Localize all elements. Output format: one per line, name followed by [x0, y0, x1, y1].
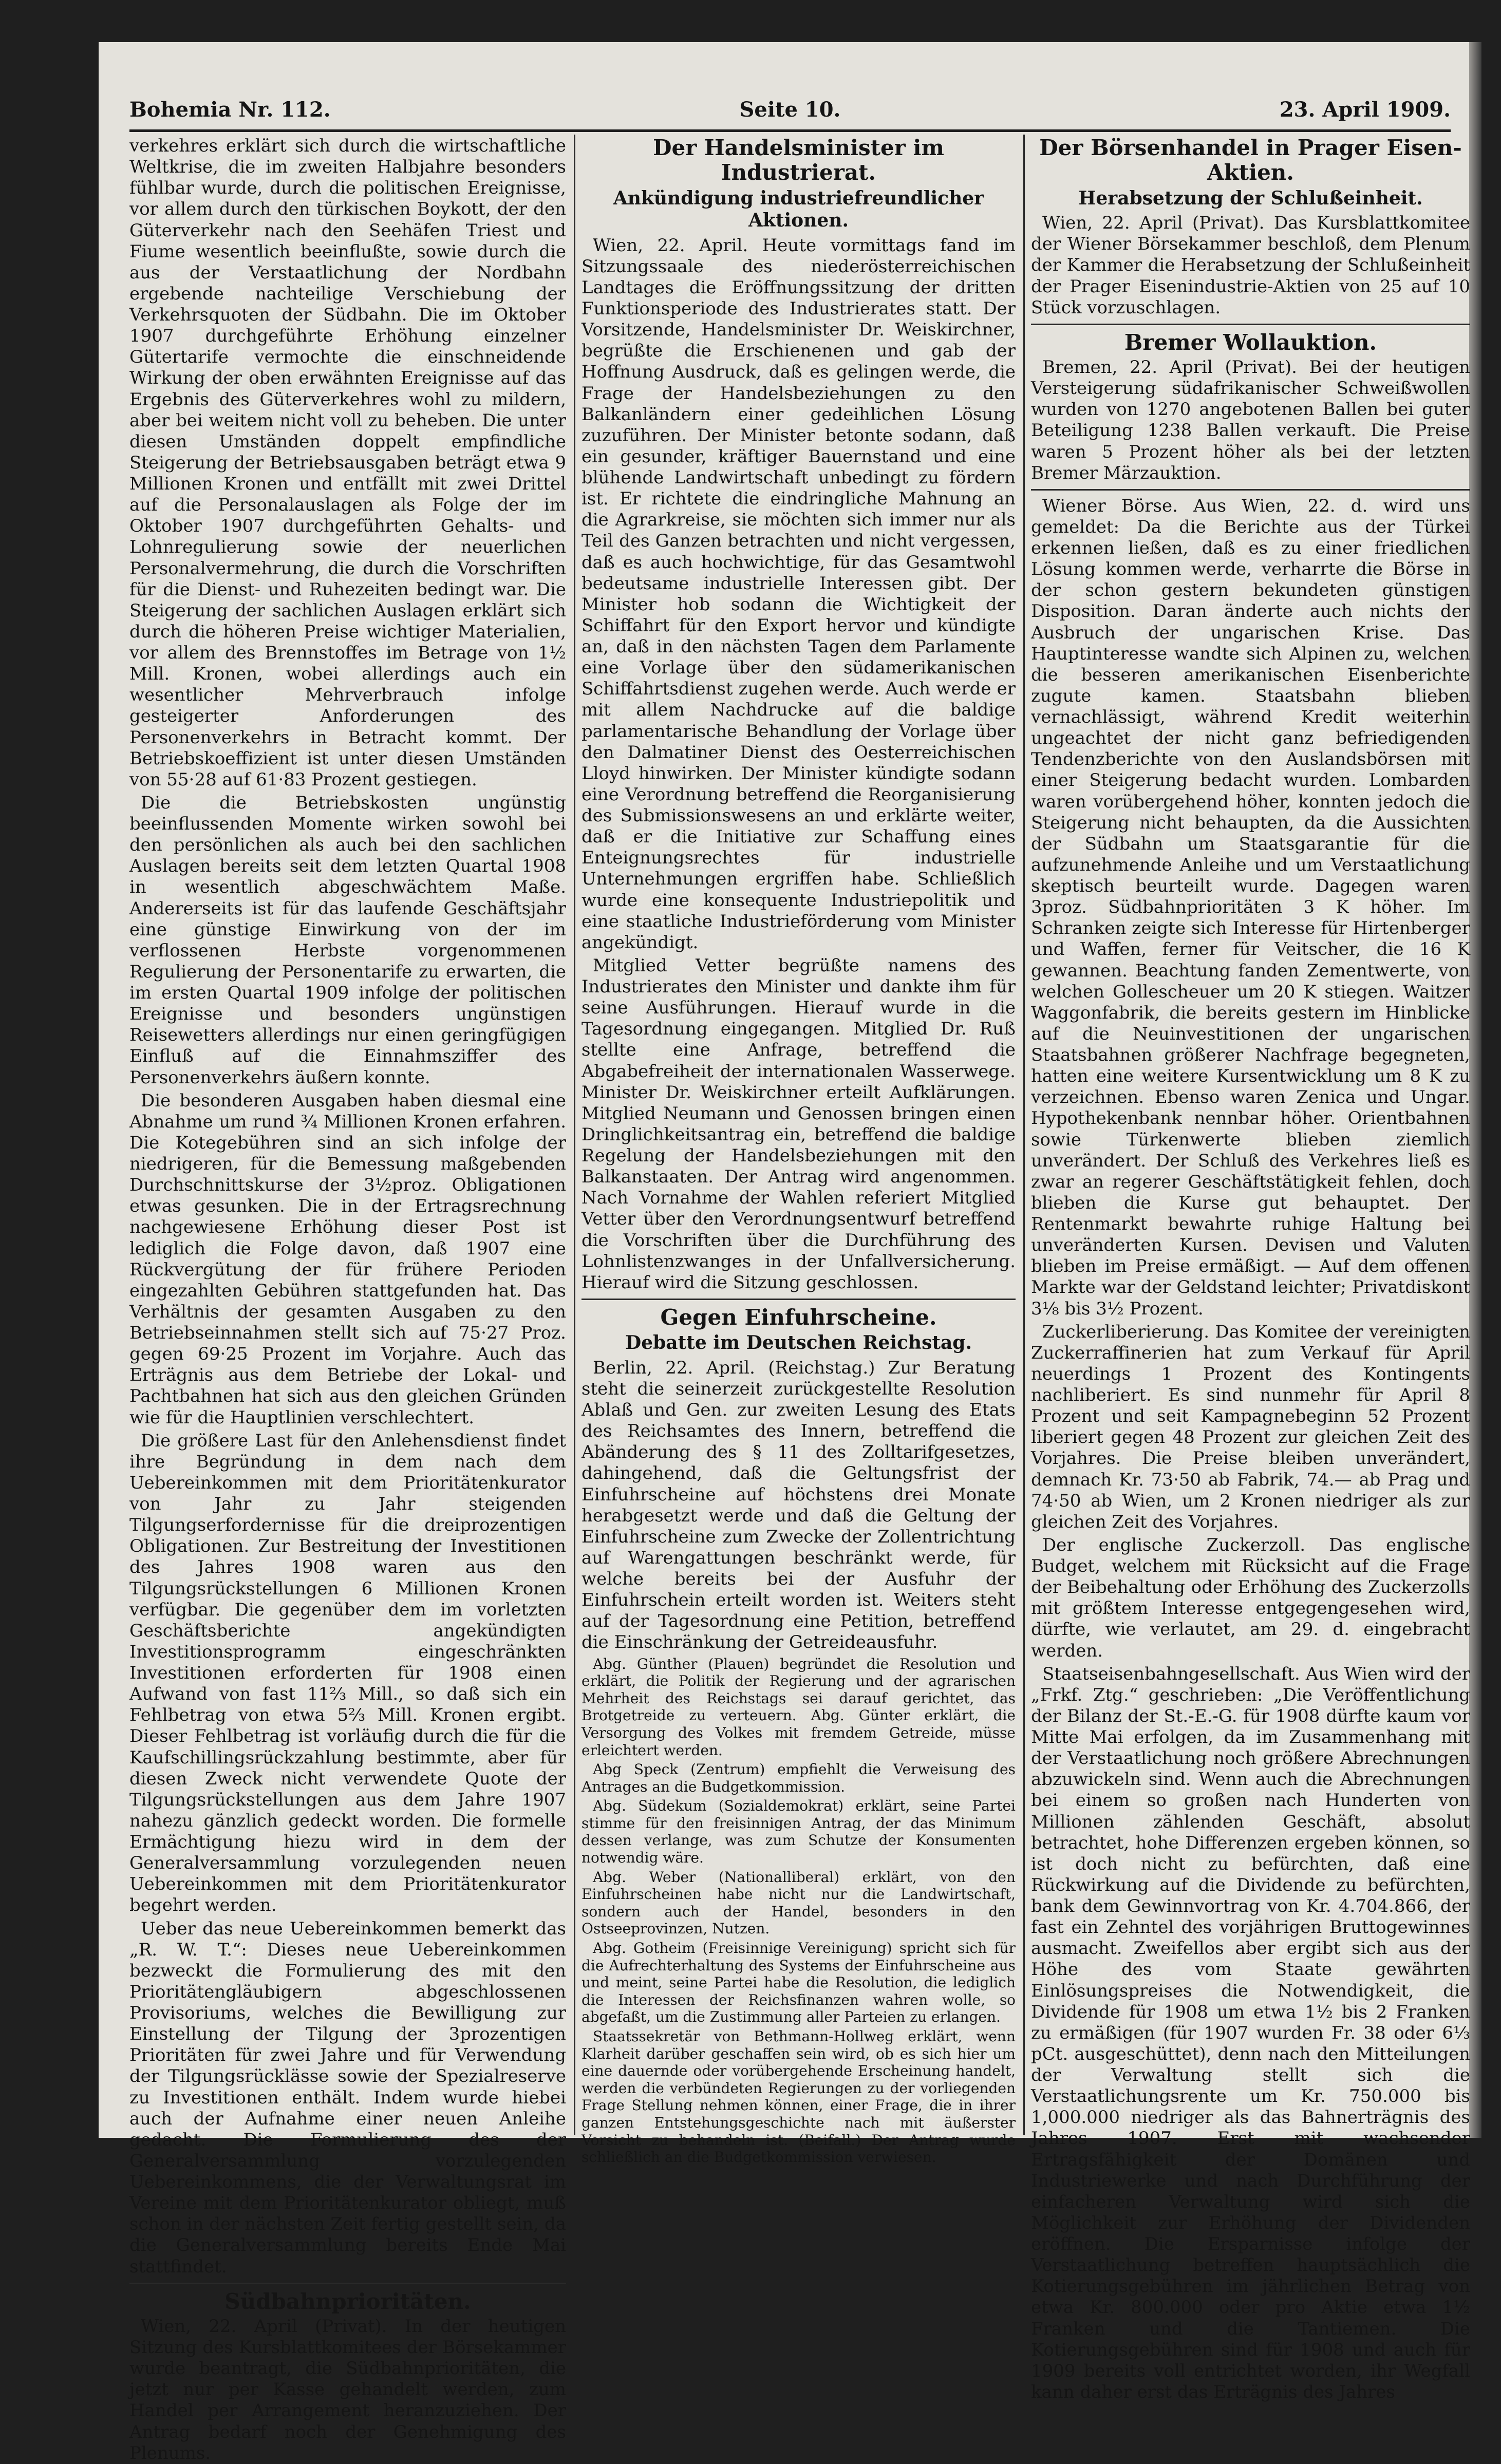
column-2 [581, 135, 1016, 2166]
debate-speeches [581, 1656, 1016, 2166]
speech: Abg. Weber (Nationalliberal) erklärt, von den Einfuhrscheinen habe nicht nur die Landwirtschaft, sondern auch der Handel, besonders in den Ostseeprovinzen, Nutzen. [581, 1868, 1016, 1938]
header-rule [129, 129, 1451, 132]
headline-einfuhrscheine: Gegen Einfuhrscheine. [660, 1304, 937, 1330]
headline-suedbahn: Südbahnprioritäten. [224, 2288, 471, 2314]
page-edge-shadow [1469, 42, 1481, 2138]
speech: Abg. Südekum (Sozialdemokrat) erklärt, seine Partei stimme für den freisinnigen Antrag, der das Minimum dessen verlange, was zum Schutze der Konsumenten notwendig wäre. [581, 1797, 1016, 1867]
article-text: Bremen, 22. April (Privat). Bei der heutigen Versteigerung südafrikanischer Schweißwollen wurden von 1270 angebotenen Ballen bei guter Beteiligung 1238 Ballen verkauft. Die Preise waren 5 Prozent höher als bei der letzten Bremer Märzauktion. [1031, 357, 1470, 483]
article-text: Wien, 22. April. Heute vormittags fand im Sitzungssaale des niederösterreichischen Landtages die Eröffnungssitzung der dritten Funktionsperiode des Industrierates statt. Der Vorsitzende, Handelsminister Dr. Weiskirchner, begrüßte die Erschienenen und gab der Hoffnung Ausdruck, daß es gelingen werde, die Frage der Handelsbeziehungen zu den Balkanländern einer gedeihlichen Lösung zuzuführen. Der Minister betonte sodann, daß ein gesunder, kräftiger Bauernstand und eine blühende Landwirtschaft unbedingt zu fördern ist. Er richtete die eindringliche Mahnung an die Agrarkreise, sie möchten sich immer nur als Teil des Ganzen betrachten und nicht vergessen, daß es auch hochwichtige, für das Gesamtwohl bedeutsame industrielle Interessen gibt. Der Minister hob sodann die Wichtigkeit der Schiffahrt für den Export hervor und kündigte an, daß in den nächsten Tagen dem Parlamente eine Vorlage über den südamerikanischen Schiffahrtsdienst zugehen werde. Auch werde er mit allem Nachdrucke auf die baldige parlamentarische Behandlung der Vorlage über den Dalmatiner Dienst des Oesterreichischen Lloyd hinwirken. Der Minister kündigte sodann eine Verordnung betreffend die Reorganisierung des Submissionswesens an und erklärte weiter, daß er die Initiative zur Schaffung eines Enteignungsrechtes für industrielle Unternehmungen ergriffen habe. Schließlich wurde eine konsequente Industriepolitik und eine staatliche Industrieförderung vom Minister angekündigt. [581, 235, 1016, 953]
page-header [129, 98, 1451, 133]
headline-boersenhandel: Der Börsenhandel in Prager Eisen-Aktien. [1039, 135, 1462, 185]
column-divider-2 [1023, 135, 1025, 2135]
header-page-number: Seite 10. [739, 98, 841, 122]
article-text: verkehres erklärt sich durch die wirtschaftliche Weltkrise, die im zweiten Halbjahre besonders fühlbar wurde, durch die politischen Ereignisse, vor allem durch den türkischen Boykott, der den Güterverkehr nach den Seehäfen Triest und Fiume wesentlich beeinflußte, sowie durch die aus der Verstaatlichung der Nordbahn ergebende nachteilige Verschiebung der Verkehrsquoten der Südbahn. Die im Oktober 1907 durchgeführte Erhöhung einzelner Gütertarife vermochte die einschneidende Wirkung der oben erwähnten Ereignisse auf das Ergebnis des Güterverkehres wohl zu mildern, aber bei weitem nicht voll zu beheben. Die unter diesen Umständen doppelt empfindliche Steigerung der Betriebsausgaben beträgt etwa 9 Millionen Kronen und entfällt mit zwei Drittel auf die Personalauslagen als Folge der im Oktober 1907 durchgeführten Gehalts- und Lohnregulierung sowie der neuerlichen Personalvermehrung, die durch die Vorschriften für die Dienst- und Ruhezeiten bedingt war. Die Steigerung der sachlichen Auslagen erklärt sich durch die höheren Preise wichtiger Materialien, vor allem des Brennstoffes im Betrage von 1½ Mill. Kronen, wobei allerdings auch ein wesentlicher Mehrverbrauch infolge gesteigerter Anforderungen des Personenverkehrs in Betracht kommt. Der Betriebskoeffizient ist unter diesen Umständen von 55·28 auf 61·83 Prozent gestiegen. [129, 136, 566, 790]
column-1 [129, 136, 566, 2463]
section-rule [581, 1299, 1016, 1300]
header-date: 23. April 1909. [1279, 98, 1451, 122]
article-text: Staatseisenbahngesellschaft. Aus Wien wird der „Frkf. Ztg.“ geschrieben: „Die Veröffentlichung der Bilanz der St.-E.-G. für 1908 dürfte kaum vor Mitte Mai erfolgen, da im Zusammenhang mit der Verstaatlichung noch größere Abrechnungen abzuwickeln sind. Wenn auch die Abrechnungen bei einem so großen nach Hunderten von Millionen zählenden Geschäft, absolut betrachtet, hohe Differenzen ergeben können, so ist doch nicht zu befürchten, daß eine Rückwirkung auf die Dividende zu befürchten, bank dem Gewinnvortrag von Kr. 4.704.866, der fast ein Zehntel des vorjährigen Bruttogewinnes ausmacht. Zweifellos aber ergibt sich aus der Höhe des vom Staate gewährten Einlösungspreises die Notwendigkeit, die Dividende für 1908 um etwa 1½ bis 2 Franken zu ermäßigen (für 1907 wurden Fr. 38 oder 6⅓ pCt. ausgeschüttet), denn nach den Mitteilungen der Verwaltung stellt sich die Verstaatlichungsrente um Kr. 750.000 bis 1,000.000 niedriger als das Bahnerträgnis des Jahres 1907. Erst mit wachsender Ertragsfähigkeit der Domänen und Industriewerke und nach Durchführung der einfacheren Verwaltung wird sich die Möglichkeit zur Erhöhung der Dividenden eröffnen. Die Ersparnisse infolge der Verstaatlichung betreffen hauptsächlich die Kotierungsgebühren im jährlichen Betrag von etwa Kr. 800.000 oder pro Aktie etwa 1½ Franken und die Tantiemen. Die Kotierungsgebühren sind für 1908 und auch für 1909 bereits voll entrichtet worden, ihr Wegfall kann daher erst das Erträgnis des Jahres [1031, 1663, 1470, 2402]
article-text: Der englische Zuckerzoll. Das englische Budget, welchem mit Rücksicht auf die Frage der Beibehaltung oder Erhöhung des Zuckerzolls mit größtem Interesse entgegengesehen wird, dürfte, wie verlautet, am 29. d. eingebracht werden. [1031, 1534, 1470, 1661]
article-text: Wiener Börse. Aus Wien, 22. d. wird uns gemeldet: Da die Berichte aus der Türkei erkennen ließen, daß es zu einer friedlichen Lösung kommen werde, verharrte die Börse in der schon gestern bekundeten günstigen Disposition. Daran änderte auch nichts der Ausbruch der ungarischen Krise. Das Hauptinteresse wandte sich Alpinen zu, welchen die besseren amerikanischen Eisenberichte zugute kamen. Staatsbahn blieben vernachlässigt, während Kredit weiterhin ungeachtet der nicht ganz befriedigenden Tendenzberichte von den Auslandsbörsen mit einer Steigerung bedacht wurden. Lombarden waren vorübergehend höher, konnten jedoch die Steigerung nicht behaupten, da die Aussichten der Südbahn um Staatsgarantie für die aufzunehmende Anleihe und um Verstaatlichung skeptisch beurteilt wurde. Dagegen waren 3proz. Südbahnprioritäten 3 K höher. Im Schranken zeigte sich Interesse für Hirtenberger und Waffen, ferner für Veitscher, die 16 K gewannen. Beachtung fanden Zementwerte, von welchen Gollescheuer um 20 K stiegen. Waitzer Waggonfabrik, die bereits gestern im Hinblicke auf die Neuinvestitionen der ungarischen Staatsbahnen größerer Nachfrage begegneten, hatten eine weitere Kursentwicklung um 8 K zu verzeichnen. Ebenso waren Zenica und Ungar. Hypothekenbank nennbar höher. Orientbahnen sowie Türkenwerte blieben ziemlich unverändert. Der Schluß des Verkehres ließ es zwar an regerer Geschäftstätigkeit fehlen, doch blieben die Kurse gut behauptet. Der Rentenmarkt bewahrte ruhige Haltung bei unveränderten Kursen. Devisen und Valuten blieben im Preise ermäßigt. — Auf dem offenen Markte war der Geldstand leichter; Privatdiskont 3⅛ bis 3½ Prozent. [1031, 495, 1470, 1319]
headline-handelsminister: Der Handelsminister im Industrierat. [653, 135, 944, 185]
newspaper-page [99, 42, 1481, 2463]
header-paper-number: Bohemia Nr. 112. [129, 98, 331, 122]
subheadline: Ankündigung industriefreundlicher Aktionen. [613, 187, 984, 232]
article-text: Zuckerliberierung. Das Komitee der vereinigten Zuckerraffinerien hat zum Verkauf für April neuerdings 1 Prozent des Kontingents nachliberiert. Es sind nunmehr für April 8 Prozent und seit Kampagnebeginn 52 Prozent liberiert gegen 48 Prozent zur gleichen Zeit des Vorjahres. Die Preise bleiben unverändert, demnach Kr. 73·50 ab Fabrik, 74.— ab Prag und 74·50 ab Wien, um 2 Kronen niedriger als zur gleichen Zeit des Vorjahres. [1031, 1321, 1470, 1532]
section-rule [1031, 489, 1470, 491]
column-3 [1031, 135, 1470, 2402]
speech: Abg. Günther (Plauen) begründet die Resolution und erklärt, die Politik der Regierung und der agrarischen Mehrheit des Reichstags sei darauf gerichtet, das Brotgetreide zu verteuern. Abg. Günter erklärt, die Versorgung des Volkes mit fremdem Getreide, müsse erleichtert werden. [581, 1655, 1016, 1759]
article-text: Mitglied Vetter begrüßte namens des Industrierates den Minister und dankte ihm für seine Ausführungen. Hierauf wurde in die Tagesordnung eingegangen. Mitglied Dr. Ruß stellte eine Anfrage, betreffend die Abgabefreiheit der internationalen Wasserwege. Minister Dr. Weiskirchner erteilt Aufklärungen. Mitglied Neumann und Genossen bringen einen Dringlichkeitsantrag ein, betreffend die baldige Regelung der Handelsbeziehungen mit den Balkanstaaten. Der Antrag wird angenommen. Nach Vornahme der Wahlen referiert Mitglied Vetter über den Verordnungsentwurf betreffend die Vorschriften über die Durchführung des Lohnlistenzwanges in der Unfallversicherung. Hierauf wird die Sitzung geschlossen. [581, 955, 1016, 1293]
article-text: Wien, 22. April (Privat). In der heutigen Sitzung des Kursblattkomitees der Börsekammer wurde beantragt, die Südbahnprioritäten, die jetzt nur per Kasse gehandelt werden, zum Handel per Arrangement heranzuziehen. Der Antrag bedarf noch der Genehmigung des Plenums. [129, 2316, 566, 2463]
column-divider-1 [574, 135, 575, 2135]
subheadline: Herabsetzung der Schlußeinheit. [1078, 187, 1423, 209]
headline-wollauktion: Bremer Wollauktion. [1124, 329, 1377, 355]
article-text: Die besonderen Ausgaben haben diesmal eine Abnahme um rund ¾ Millionen Kronen erfahren. Die Kotegebühren sind an sich infolge der niedrigeren, für die Bemessung maßgebenden Durchschnittskurse der 3½proz. Obligationen etwas gesunken. Die in der Ertragsrechnung nachgewiesene Erhöhung dieser Post ist lediglich die Folge davon, daß 1907 eine Rückvergütung der für frühere Perioden eingezahlten Gebühren stattgefunden hat. Das Verhältnis der gesamten Ausgaben zu den Betriebseinnahmen stellt sich auf 75·27 Proz. gegen 69·25 Prozent im Vorjahre. Auch das Erträgnis aus dem Betriebe der Lokal- und Pachtbahnen hat sich aus den gleichen Gründen wie für die Hauptlinien verschlechtert. [129, 1090, 566, 1428]
article-text: Berlin, 22. April. (Reichstag.) Zur Beratung steht die seinerzeit zurückgestellte Resolution Ablaß und Gen. zur zweiten Lesung des Etats des Reichsamtes des Innern, betreffend die Abänderung des § 11 des Zolltarifgesetzes, dahingehend, daß die Geltungsfrist der Einfuhrscheine auf höchstens drei Monate herabgesetzt werde und daß die Geltung der Einfuhrscheine zum Zwecke der Zollentrichtung auf Warengattungen beschränkt werde, für welche bereits bei der Ausfuhr der Einfuhrschein erteilt worden ist. Weiters steht auf der Tagesordnung eine Petition, betreffend die Einschränkung der Getreideausfuhr. [581, 1357, 1016, 1653]
article-text: Wien, 22. April (Privat). Das Kursblattkomitee der Wiener Börsekammer beschloß, dem Plenum der Kammer die Herabsetzung der Schlußeinheit der Prager Eisenindustrie-Aktien von 25 auf 10 Stück vorzuschlagen. [1031, 213, 1470, 318]
section-rule [1031, 324, 1470, 325]
speech: Abg. Gotheim (Freisinnige Vereinigung) spricht sich für die Aufrechterhaltung des Systems der Einfuhrscheine aus und meint, seine Partei habe die Resolution, die lediglich die Interessen der Reichsfinanzen wahren wolle, so abgefaßt, um die Zustimmung aller Parteien zu erlangen. [581, 1940, 1016, 2026]
article-text: Die größere Last für den Anlehensdienst findet ihre Begründung in dem nach dem Uebereinkommen mit dem Prioritätenkurator von Jahr zu Jahr steigenden Tilgungserfordernisse für die dreiprozentigen Obligationen. Zur Bestreitung der Investitionen des Jahres 1908 waren aus den Tilgungsrückstellungen 6 Millionen Kronen verfügbar. Die gegenüber dem im vorletzten Geschäftsberichte angekündigten Investitionsprogramm eingeschränkten Investitionen erforderten für 1908 einen Aufwand von fast 11⅔ Mill., so daß sich ein Fehlbetrag von etwa 5⅔ Mill. Kronen ergibt. Dieser Fehlbetrag ist vorläufig durch die für die Kaufschillingsrückzahlung bestimmte, aber für diesen Zweck nicht verwendete Quote der Tilgungsrückstellungen aus dem Jahre 1907 nahezu gänzlich gedeckt worden. Die formelle Ermächtigung hiezu wird in dem der Generalversammlung vorzulegenden neuen Uebereinkommen mit dem Prioritätenkurator begehrt werden. [129, 1430, 566, 1916]
speech: Abg Speck (Zentrum) empfiehlt die Verweisung des Antrages an die Budgetkommission. [581, 1761, 1016, 1795]
article-text: Ueber das neue Uebereinkommen bemerkt das „R. W. T.“: Dieses neue Uebereinkommen bezweckt die Formulierung des mit den Prioritätengläubigern abgeschlossenen Provisoriums, welches die Bewilligung zur Einstellung der Tilgung der 3prozentigen Prioritäten für zwei Jahre und für Verwendung der Tilgungsrücklässe sowie der Spezialreserve zu Investitionen enthält. Indem wurde hiebei auch der Aufnahme einer neuen Anleihe gedacht. Die Formulierung des der Generalversammlung vorzulegenden Uebereinkommens, die der Verwaltungsrat im Vereine mit dem Prioritätenkurator obliegt, muß schon in der nächsten Zeit fertig gestellt sein, da die Generalversammlung bereits Ende Mai stattfindet. [129, 1918, 566, 2277]
section-rule [129, 2283, 566, 2284]
article-text: Die die Betriebskosten ungünstig beeinflussenden Momente wirken sowohl bei den persönlichen als auch bei den sachlichen Auslagen bereits seit dem letzten Quartal 1908 in wesentlich abgeschwächtem Maße. Andererseits ist für das laufende Geschäftsjahr eine günstige Einwirkung von der im verflossenen Herbste vorgenommenen Regulierung der Personentarife zu erwarten, die im ersten Quartal 1909 infolge der politischen Ereignisse und besonders ungünstigen Reisewetters allerdings nur einen geringfügigen Einfluß auf die Einnahmsziffer des Personenverkehrs äußern konnte. [129, 792, 566, 1088]
subheadline: Debatte im Deutschen Reichstag. [625, 1332, 972, 1354]
speech: Staatssekretär von Bethmann-Hollweg erklärt, wenn Klarheit darüber geschaffen sein wird, ob es sich hier um eine dauernde oder vorübergehende Erscheinung handelt, werden die verbündeten Regierungen zu der vorliegenden Frage Stellung nehmen können, einer Frage, die in ihrer ganzen Entstehungsgeschichte nach mit äußerster Vorsicht zu behandeln ist. (Beifall.) Der Antrag wurde schließlich an die Budgetkommission verwiesen. [581, 2028, 1016, 2166]
